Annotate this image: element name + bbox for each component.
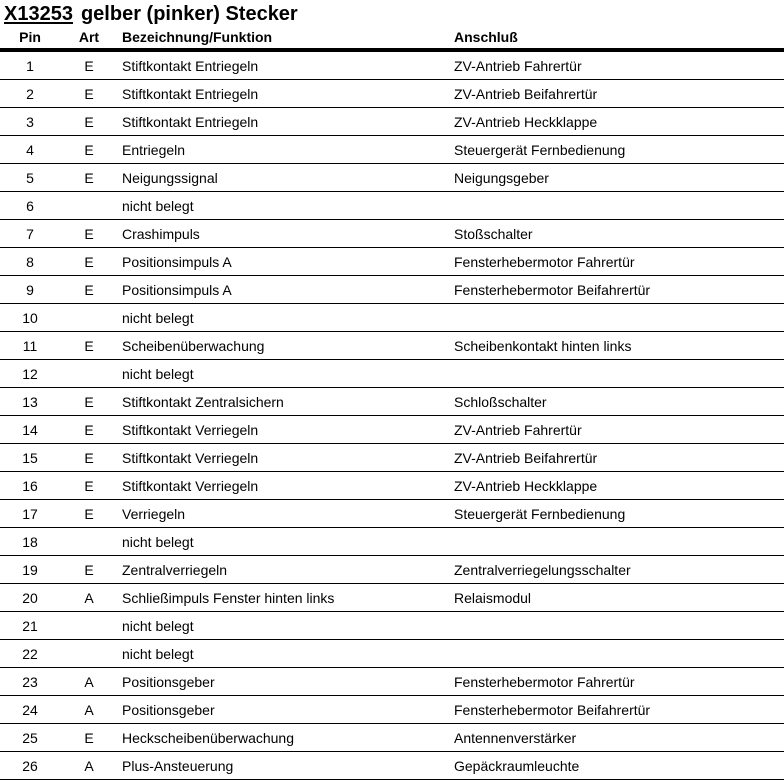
table-row	[0, 472, 784, 500]
pin-cell: 22	[0, 640, 60, 668]
anschluss-cell	[454, 612, 784, 640]
header-art: Art	[78, 29, 100, 45]
pin-cell: 7	[0, 220, 60, 248]
table-row	[0, 220, 784, 248]
art-cell: E	[60, 724, 118, 752]
anschluss-cell	[454, 640, 784, 668]
anschluss-cell: ZV-Antrieb Beifahrertür	[454, 444, 784, 472]
header-pin: Pin	[19, 29, 41, 45]
pin-cell: 14	[0, 416, 60, 444]
pin-cell: 17	[0, 500, 60, 528]
anschluss-cell: ZV-Antrieb Heckklappe	[454, 472, 784, 500]
art-cell: E	[60, 388, 118, 416]
table-row	[0, 164, 784, 192]
table-row	[0, 276, 784, 304]
anschluss-cell: Antennenverstärker	[454, 724, 784, 752]
anschluss-cell: Scheibenkontakt hinten links	[454, 332, 784, 360]
anschluss-cell	[454, 360, 784, 388]
pin-cell: 4	[0, 136, 60, 164]
header-row	[0, 26, 784, 50]
anschluss-cell: Fensterhebermotor Beifahrertür	[454, 276, 784, 304]
page-title	[4, 3, 298, 25]
header-anschluss: Anschluß	[454, 29, 518, 45]
bezeichnung-cell: nicht belegt	[118, 304, 454, 332]
table-body	[0, 50, 784, 780]
bezeichnung-cell: Heckscheibenüberwachung	[118, 724, 454, 752]
bezeichnung-cell: Stiftkontakt Verriegeln	[118, 472, 454, 500]
table-row	[0, 108, 784, 136]
art-cell: A	[60, 696, 118, 724]
pin-cell: 9	[0, 276, 60, 304]
art-cell: E	[60, 108, 118, 136]
pin-cell: 10	[0, 304, 60, 332]
art-cell: A	[60, 752, 118, 780]
anschluss-cell: Steuergerät Fernbedienung	[454, 136, 784, 164]
anschluss-cell	[454, 528, 784, 556]
pinout-table	[0, 26, 784, 780]
bezeichnung-cell: nicht belegt	[118, 360, 454, 388]
anschluss-cell: Neigungsgeber	[454, 164, 784, 192]
art-cell	[60, 304, 118, 332]
table-row	[0, 304, 784, 332]
bezeichnung-cell: Stiftkontakt Zentralsichern	[118, 388, 454, 416]
anschluss-cell: Steuergerät Fernbedienung	[454, 500, 784, 528]
bezeichnung-cell: Stiftkontakt Verriegeln	[118, 444, 454, 472]
bezeichnung-cell: Zentralverriegeln	[118, 556, 454, 584]
anschluss-cell	[454, 304, 784, 332]
art-cell: E	[60, 332, 118, 360]
pin-cell: 2	[0, 80, 60, 108]
pin-cell: 6	[0, 192, 60, 220]
art-cell	[60, 528, 118, 556]
bezeichnung-cell: Positionsgeber	[118, 668, 454, 696]
art-cell: E	[60, 164, 118, 192]
anschluss-cell: ZV-Antrieb Heckklappe	[454, 108, 784, 136]
bezeichnung-cell: Positionsgeber	[118, 696, 454, 724]
table-row	[0, 528, 784, 556]
table-row	[0, 444, 784, 472]
table-row	[0, 584, 784, 612]
table-row	[0, 640, 784, 668]
bezeichnung-cell: Verriegeln	[118, 500, 454, 528]
art-cell: E	[60, 80, 118, 108]
art-cell	[60, 192, 118, 220]
anschluss-cell: Stoßschalter	[454, 220, 784, 248]
art-cell: A	[60, 584, 118, 612]
bezeichnung-cell: Plus-Ansteuerung	[118, 752, 454, 780]
art-cell: A	[60, 668, 118, 696]
bezeichnung-cell: Scheibenüberwachung	[118, 332, 454, 360]
bezeichnung-cell: Stiftkontakt Entriegeln	[118, 80, 454, 108]
bezeichnung-cell: nicht belegt	[118, 612, 454, 640]
anschluss-cell: Fensterhebermotor Beifahrertür	[454, 696, 784, 724]
bezeichnung-cell: nicht belegt	[118, 192, 454, 220]
table-row	[0, 388, 784, 416]
table-row	[0, 416, 784, 444]
bezeichnung-cell: Schließimpuls Fenster hinten links	[118, 584, 454, 612]
bezeichnung-cell: Positionsimpuls A	[118, 248, 454, 276]
table-row	[0, 192, 784, 220]
pin-cell: 25	[0, 724, 60, 752]
art-cell: E	[60, 556, 118, 584]
pin-cell: 8	[0, 248, 60, 276]
table-row	[0, 556, 784, 584]
pin-cell: 12	[0, 360, 60, 388]
table-row	[0, 248, 784, 276]
anschluss-cell: ZV-Antrieb Fahrertür	[454, 416, 784, 444]
pin-cell: 26	[0, 752, 60, 780]
pin-cell: 3	[0, 108, 60, 136]
table-row	[0, 724, 784, 752]
pin-cell: 1	[0, 50, 60, 80]
table-row	[0, 612, 784, 640]
pin-cell: 5	[0, 164, 60, 192]
pin-cell: 13	[0, 388, 60, 416]
bezeichnung-cell: Stiftkontakt Verriegeln	[118, 416, 454, 444]
art-cell	[60, 360, 118, 388]
art-cell	[60, 612, 118, 640]
pin-cell: 20	[0, 584, 60, 612]
pin-cell: 23	[0, 668, 60, 696]
anschluss-cell: ZV-Antrieb Fahrertür	[454, 50, 784, 80]
anschluss-cell: ZV-Antrieb Beifahrertür	[454, 80, 784, 108]
table-header	[0, 26, 784, 50]
anschluss-cell: Fensterhebermotor Fahrertür	[454, 668, 784, 696]
art-cell: E	[60, 220, 118, 248]
art-cell: E	[60, 50, 118, 80]
art-cell: E	[60, 444, 118, 472]
table-row	[0, 696, 784, 724]
art-cell: E	[60, 416, 118, 444]
anschluss-cell: Schloßschalter	[454, 388, 784, 416]
table-row	[0, 500, 784, 528]
bezeichnung-cell: Stiftkontakt Entriegeln	[118, 108, 454, 136]
bezeichnung-cell: nicht belegt	[118, 640, 454, 668]
connector-code: X13253	[4, 3, 73, 25]
art-cell: E	[60, 500, 118, 528]
table-row	[0, 50, 784, 80]
art-cell: E	[60, 248, 118, 276]
pin-cell: 16	[0, 472, 60, 500]
table-row	[0, 332, 784, 360]
anschluss-cell: Relaismodul	[454, 584, 784, 612]
anschluss-cell: Fensterhebermotor Fahrertür	[454, 248, 784, 276]
connector-name: gelber (pinker) Stecker	[80, 3, 298, 25]
pin-cell: 11	[0, 332, 60, 360]
bezeichnung-cell: Crashimpuls	[118, 220, 454, 248]
anschluss-cell: Zentralverriegelungsschalter	[454, 556, 784, 584]
pin-cell: 24	[0, 696, 60, 724]
art-cell	[60, 640, 118, 668]
header-bezeichnung: Bezeichnung/Funktion	[122, 29, 273, 45]
art-cell: E	[60, 276, 118, 304]
table-row	[0, 668, 784, 696]
pin-cell: 15	[0, 444, 60, 472]
bezeichnung-cell: Neigungssignal	[118, 164, 454, 192]
bezeichnung-cell: Entriegeln	[118, 136, 454, 164]
bezeichnung-cell: Positionsimpuls A	[118, 276, 454, 304]
art-cell: E	[60, 472, 118, 500]
anschluss-cell: Gepäckraumleuchte	[454, 752, 784, 780]
table-row	[0, 752, 784, 780]
table-row	[0, 136, 784, 164]
art-cell: E	[60, 136, 118, 164]
table-row	[0, 80, 784, 108]
table-row	[0, 360, 784, 388]
pin-cell: 19	[0, 556, 60, 584]
bezeichnung-cell: Stiftkontakt Entriegeln	[118, 50, 454, 80]
pin-cell: 18	[0, 528, 60, 556]
anschluss-cell	[454, 192, 784, 220]
pin-cell: 21	[0, 612, 60, 640]
bezeichnung-cell: nicht belegt	[118, 528, 454, 556]
